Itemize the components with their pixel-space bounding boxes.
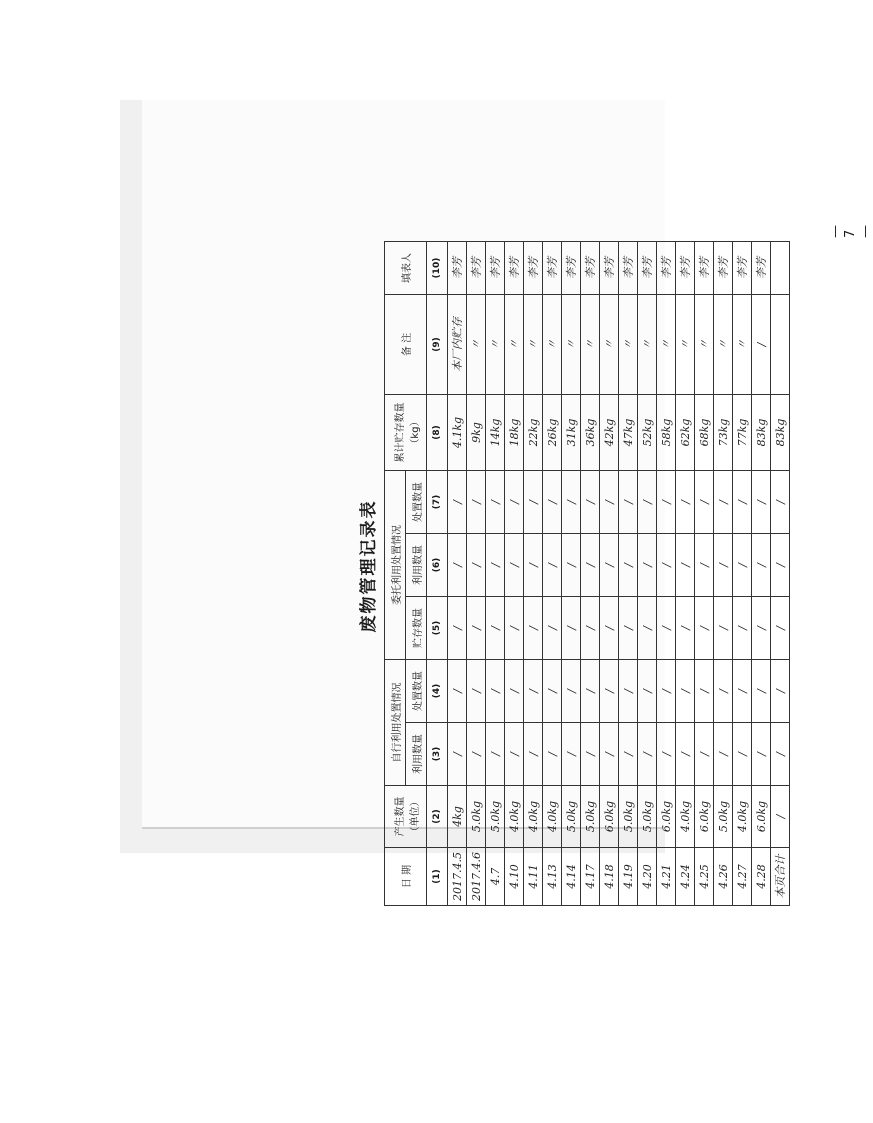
filler-cell — [771, 242, 790, 295]
date-cell: 4.14 — [562, 848, 581, 906]
storage-cell: / — [524, 597, 543, 660]
self-use-cell: / — [581, 723, 600, 786]
produced-cell: 5.0kg — [638, 786, 657, 848]
storage-cell: / — [657, 597, 676, 660]
header-produced — [385, 786, 427, 848]
header-cumulative-unit: （kg） — [409, 416, 421, 449]
entrust-dispose-cell: / — [695, 471, 714, 534]
filler-cell: 李芳 — [581, 242, 600, 295]
filler-cell: 李芳 — [752, 242, 771, 295]
header-self-group: 自行利用处置情况 — [385, 660, 406, 786]
table-row — [695, 242, 714, 906]
self-use-cell: / — [543, 723, 562, 786]
cumulative-cell: 47kg — [619, 395, 638, 471]
entrust-use-cell: / — [752, 534, 771, 597]
table-row — [486, 242, 505, 906]
entrust-use-cell: / — [505, 534, 524, 597]
cumulative-cell: 9kg — [467, 395, 486, 471]
entrust-use-cell: / — [562, 534, 581, 597]
waste-record-table — [384, 241, 790, 906]
entrust-use-cell: / — [524, 534, 543, 597]
entrust-dispose-cell: / — [581, 471, 600, 534]
remark-cell: 〃 — [600, 295, 619, 395]
table-row — [600, 242, 619, 906]
table-row — [524, 242, 543, 906]
self-dispose-cell: / — [467, 660, 486, 723]
remark-cell: 〃 — [505, 295, 524, 395]
self-use-cell: / — [486, 723, 505, 786]
date-cell: 4.24 — [676, 848, 695, 906]
produced-cell: 5.0kg — [467, 786, 486, 848]
rotated-content — [354, 222, 873, 906]
table-row — [771, 242, 790, 906]
entrust-dispose-cell: / — [638, 471, 657, 534]
date-cell: 4.18 — [600, 848, 619, 906]
date-cell: 4.27 — [733, 848, 752, 906]
entrust-dispose-cell: / — [714, 471, 733, 534]
cumulative-cell: 36kg — [581, 395, 600, 471]
header-storage: 贮存数量 — [406, 597, 427, 660]
self-dispose-cell: / — [752, 660, 771, 723]
header-date: 日 期 — [385, 848, 427, 906]
self-dispose-cell: / — [733, 660, 752, 723]
self-use-cell: / — [657, 723, 676, 786]
table-row — [562, 242, 581, 906]
self-use-cell: / — [733, 723, 752, 786]
self-dispose-cell: / — [543, 660, 562, 723]
cumulative-cell: 26kg — [543, 395, 562, 471]
filler-cell: 李芳 — [733, 242, 752, 295]
produced-cell: / — [771, 786, 790, 848]
self-dispose-cell: / — [524, 660, 543, 723]
cumulative-cell: 83kg — [752, 395, 771, 471]
filler-cell: 李芳 — [448, 242, 467, 295]
entrust-dispose-cell: / — [771, 471, 790, 534]
entrust-dispose-cell: / — [486, 471, 505, 534]
self-use-cell: / — [562, 723, 581, 786]
page-title: 废物管理记录表 — [359, 499, 379, 633]
cumulative-cell: 52kg — [638, 395, 657, 471]
date-cell: 4.13 — [543, 848, 562, 906]
storage-cell: / — [638, 597, 657, 660]
header-cumulative-label: 累计贮存数量 — [394, 402, 406, 463]
produced-cell: 6.0kg — [600, 786, 619, 848]
table-row — [543, 242, 562, 906]
produced-cell: 6.0kg — [657, 786, 676, 848]
entrust-use-cell: / — [676, 534, 695, 597]
cumulative-cell: 68kg — [695, 395, 714, 471]
table-row — [657, 242, 676, 906]
entrust-use-cell: / — [543, 534, 562, 597]
cumulative-cell: 62kg — [676, 395, 695, 471]
header-entrust-group: 委托利用处置情况 — [385, 471, 406, 660]
remark-cell: 〃 — [676, 295, 695, 395]
self-dispose-cell: / — [448, 660, 467, 723]
produced-cell: 4.0kg — [733, 786, 752, 848]
col-number: (2) — [427, 786, 448, 848]
header-self-use: 利用数量 — [406, 723, 427, 786]
entrust-dispose-cell: / — [752, 471, 771, 534]
filler-cell: 李芳 — [486, 242, 505, 295]
produced-cell: 5.0kg — [562, 786, 581, 848]
remark-cell: 〃 — [543, 295, 562, 395]
entrust-use-cell: / — [771, 534, 790, 597]
filler-cell: 李芳 — [638, 242, 657, 295]
filler-cell: 李芳 — [600, 242, 619, 295]
cumulative-cell: 58kg — [657, 395, 676, 471]
produced-cell: 5.0kg — [486, 786, 505, 848]
remark-cell: 〃 — [486, 295, 505, 395]
filler-cell: 李芳 — [657, 242, 676, 295]
entrust-dispose-cell: / — [448, 471, 467, 534]
table-row — [752, 242, 771, 906]
entrust-use-cell: / — [467, 534, 486, 597]
table-row — [467, 242, 486, 906]
cumulative-cell: 42kg — [600, 395, 619, 471]
self-dispose-cell: / — [771, 660, 790, 723]
col-number: (7) — [427, 471, 448, 534]
storage-cell: / — [714, 597, 733, 660]
col-number: (10) — [427, 242, 448, 295]
self-use-cell: / — [752, 723, 771, 786]
entrust-dispose-cell: / — [505, 471, 524, 534]
date-cell: 4.20 — [638, 848, 657, 906]
entrust-use-cell: / — [695, 534, 714, 597]
filler-cell: 李芳 — [505, 242, 524, 295]
col-number: (5) — [427, 597, 448, 660]
entrust-dispose-cell: / — [619, 471, 638, 534]
self-use-cell: / — [524, 723, 543, 786]
produced-cell: 4kg — [448, 786, 467, 848]
storage-cell: / — [562, 597, 581, 660]
storage-cell: / — [619, 597, 638, 660]
produced-cell: 5.0kg — [581, 786, 600, 848]
entrust-dispose-cell: / — [600, 471, 619, 534]
self-dispose-cell: / — [486, 660, 505, 723]
date-cell: 4.10 — [505, 848, 524, 906]
entrust-use-cell: / — [619, 534, 638, 597]
date-cell: 4.28 — [752, 848, 771, 906]
produced-cell: 6.0kg — [752, 786, 771, 848]
date-cell: 2017.4.6 — [467, 848, 486, 906]
header-entrust-use: 利用数量 — [406, 534, 427, 597]
cumulative-cell: 18kg — [505, 395, 524, 471]
table-row — [581, 242, 600, 906]
filler-cell: 李芳 — [543, 242, 562, 295]
self-use-cell: / — [619, 723, 638, 786]
self-dispose-cell: / — [619, 660, 638, 723]
col-number: (4) — [427, 660, 448, 723]
entrust-dispose-cell: / — [543, 471, 562, 534]
storage-cell: / — [733, 597, 752, 660]
date-cell: 4.26 — [714, 848, 733, 906]
self-dispose-cell: / — [676, 660, 695, 723]
storage-cell: / — [695, 597, 714, 660]
table-row — [733, 242, 752, 906]
self-use-cell: / — [676, 723, 695, 786]
remark-cell: 〃 — [657, 295, 676, 395]
col-number: (6) — [427, 534, 448, 597]
remark-cell: 〃 — [733, 295, 752, 395]
remark-cell: 〃 — [638, 295, 657, 395]
storage-cell: / — [467, 597, 486, 660]
remark-cell: 本厂内贮存 — [448, 295, 467, 395]
entrust-dispose-cell: / — [657, 471, 676, 534]
self-dispose-cell: / — [638, 660, 657, 723]
col-number: (3) — [427, 723, 448, 786]
storage-cell: / — [600, 597, 619, 660]
date-cell: 4.7 — [486, 848, 505, 906]
filler-cell: 李芳 — [619, 242, 638, 295]
self-dispose-cell: / — [562, 660, 581, 723]
storage-cell: / — [543, 597, 562, 660]
self-dispose-cell: / — [505, 660, 524, 723]
remark-cell: 〃 — [581, 295, 600, 395]
header-produced-unit: （单位） — [409, 796, 421, 837]
entrust-use-cell: / — [657, 534, 676, 597]
produced-cell: 4.0kg — [543, 786, 562, 848]
produced-cell: 4.0kg — [524, 786, 543, 848]
date-cell: 4.21 — [657, 848, 676, 906]
self-use-cell: / — [505, 723, 524, 786]
entrust-use-cell: / — [448, 534, 467, 597]
entrust-use-cell: / — [733, 534, 752, 597]
remark-cell: 〃 — [524, 295, 543, 395]
entrust-use-cell: / — [714, 534, 733, 597]
remark-cell — [771, 295, 790, 395]
date-cell: 4.17 — [581, 848, 600, 906]
entrust-dispose-cell: / — [467, 471, 486, 534]
entrust-use-cell: / — [600, 534, 619, 597]
entrust-use-cell: / — [581, 534, 600, 597]
storage-cell: / — [676, 597, 695, 660]
col-number: (1) — [427, 848, 448, 906]
self-dispose-cell: / — [714, 660, 733, 723]
produced-cell: 6.0kg — [695, 786, 714, 848]
storage-cell: / — [486, 597, 505, 660]
date-cell: 本页合计 — [771, 848, 790, 906]
filler-cell: 李芳 — [467, 242, 486, 295]
storage-cell: / — [771, 597, 790, 660]
self-use-cell: / — [467, 723, 486, 786]
remark-cell: 〃 — [562, 295, 581, 395]
self-use-cell: / — [600, 723, 619, 786]
produced-cell: 4.0kg — [505, 786, 524, 848]
col-number: (8) — [427, 395, 448, 471]
self-dispose-cell: / — [581, 660, 600, 723]
cumulative-cell: 83kg — [771, 395, 790, 471]
cumulative-cell: 4.1kg — [448, 395, 467, 471]
document-sheet — [142, 100, 873, 901]
column-number-row — [427, 242, 448, 906]
self-use-cell: / — [714, 723, 733, 786]
date-cell: 4.19 — [619, 848, 638, 906]
filler-cell: 李芳 — [676, 242, 695, 295]
cumulative-cell: 22kg — [524, 395, 543, 471]
header-cumulative — [385, 395, 427, 471]
filler-cell: 李芳 — [714, 242, 733, 295]
entrust-dispose-cell: / — [562, 471, 581, 534]
table-row — [619, 242, 638, 906]
self-dispose-cell: / — [600, 660, 619, 723]
entrust-dispose-cell: / — [676, 471, 695, 534]
produced-cell: 5.0kg — [714, 786, 733, 848]
date-cell: 2017.4.5 — [448, 848, 467, 906]
entrust-use-cell: / — [486, 534, 505, 597]
page-number: — 7 — — [828, 222, 873, 238]
table-row — [676, 242, 695, 906]
header-self-dispose: 处置数量 — [406, 660, 427, 723]
cumulative-cell: 73kg — [714, 395, 733, 471]
self-use-cell: / — [771, 723, 790, 786]
filler-cell: 李芳 — [524, 242, 543, 295]
table-row — [505, 242, 524, 906]
table-row — [638, 242, 657, 906]
cumulative-cell: 14kg — [486, 395, 505, 471]
header-entrust-dispose: 处置数量 — [406, 471, 427, 534]
self-dispose-cell: / — [695, 660, 714, 723]
table-row — [448, 242, 467, 906]
produced-cell: 5.0kg — [619, 786, 638, 848]
entrust-use-cell: / — [638, 534, 657, 597]
remark-cell: / — [752, 295, 771, 395]
storage-cell: / — [448, 597, 467, 660]
filler-cell: 李芳 — [695, 242, 714, 295]
header-remark: 备 注 — [385, 295, 427, 395]
entrust-dispose-cell: / — [524, 471, 543, 534]
self-use-cell: / — [638, 723, 657, 786]
remark-cell: 〃 — [695, 295, 714, 395]
storage-cell: / — [581, 597, 600, 660]
remark-cell: 〃 — [714, 295, 733, 395]
header-produced-label: 产生数量 — [394, 796, 406, 837]
header-filler: 填表人 — [385, 242, 427, 295]
table-row — [714, 242, 733, 906]
self-use-cell: / — [695, 723, 714, 786]
filler-cell: 李芳 — [562, 242, 581, 295]
col-number: (9) — [427, 295, 448, 395]
date-cell: 4.11 — [524, 848, 543, 906]
entrust-dispose-cell: / — [733, 471, 752, 534]
self-use-cell: / — [448, 723, 467, 786]
storage-cell: / — [752, 597, 771, 660]
remark-cell: 〃 — [467, 295, 486, 395]
date-cell: 4.25 — [695, 848, 714, 906]
produced-cell: 4.0kg — [676, 786, 695, 848]
cumulative-cell: 77kg — [733, 395, 752, 471]
self-dispose-cell: / — [657, 660, 676, 723]
storage-cell: / — [505, 597, 524, 660]
remark-cell: 〃 — [619, 295, 638, 395]
cumulative-cell: 31kg — [562, 395, 581, 471]
